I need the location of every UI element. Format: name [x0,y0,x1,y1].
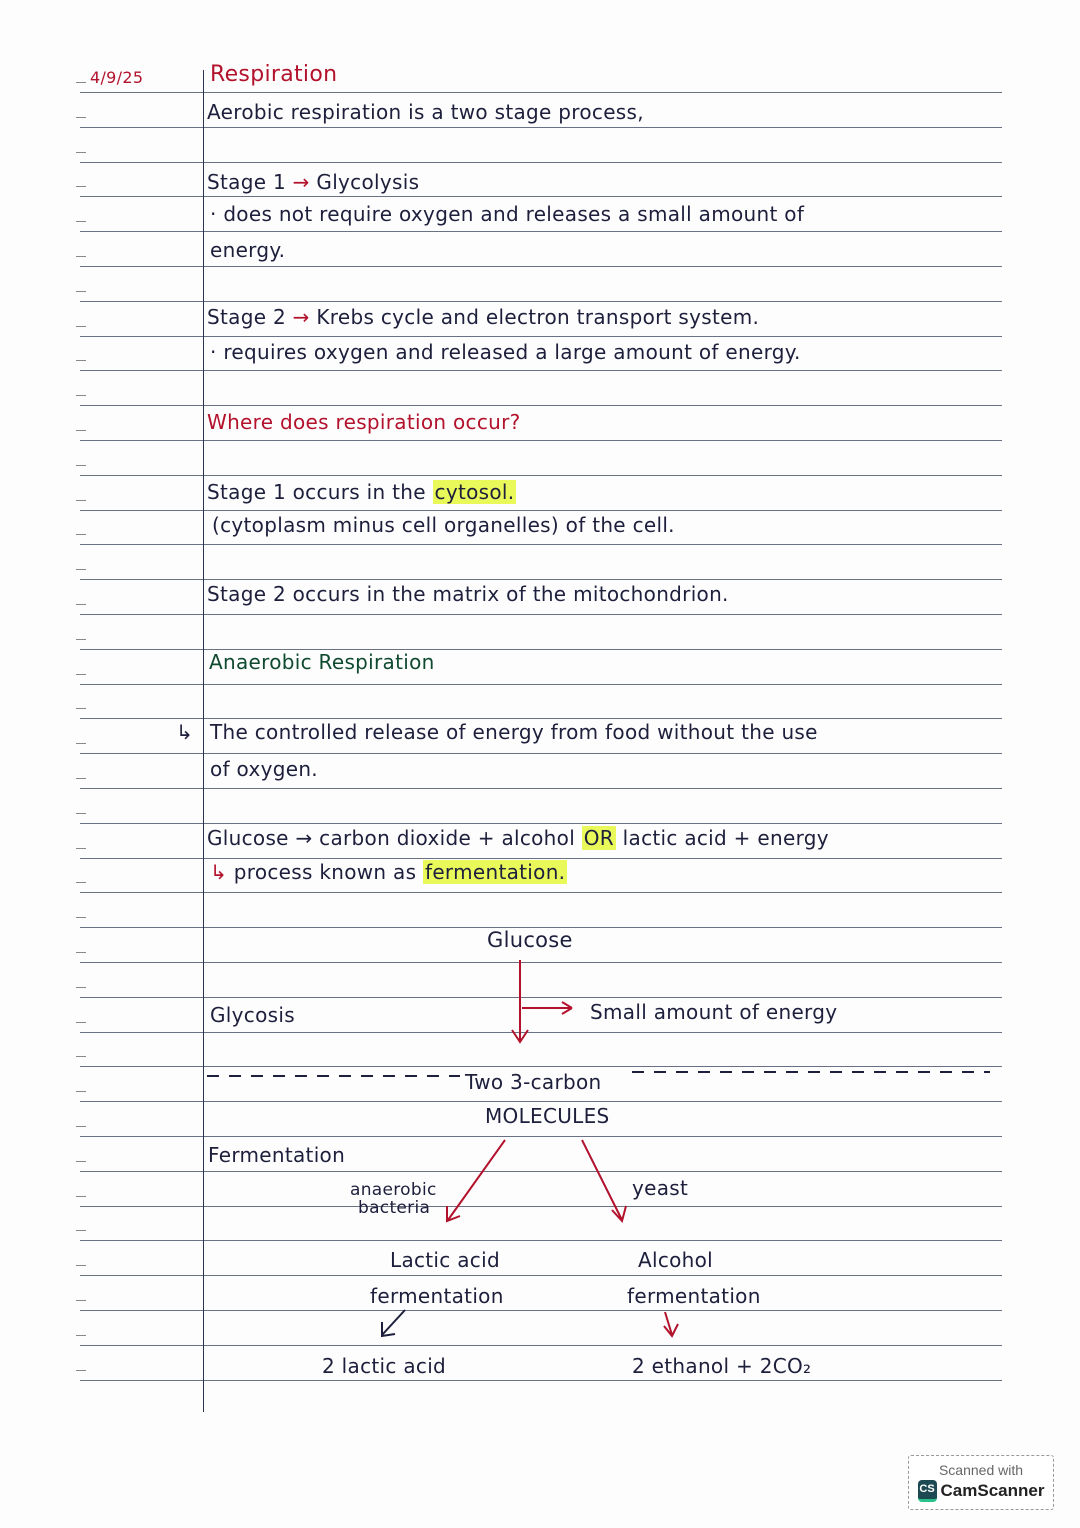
arrow-icon: → [292,170,310,194]
stage1-label: Stage 1 [207,170,286,194]
sub-arrow-icon: ↳ [176,720,194,744]
down-arrow-icon [512,960,528,1042]
diagram-alcohol-product: 2 ethanol + 2CO₂ [632,1354,812,1378]
diagram-alcohol-fermentation: fermentation [627,1284,761,1308]
diagram-anaerobic: anaerobic [350,1180,437,1200]
diagram-two-carbon: Two 3-carbon [465,1070,602,1094]
process-text: process known as [233,860,417,884]
right-branch-arrow-icon [582,1140,626,1221]
where-stage1-text: Stage 1 occurs in the [207,480,426,504]
sub-arrow-icon: ↳ [210,860,228,884]
anaerobic-definition: The controlled release of energy from food without the use [210,720,818,744]
diagram-alcohol: Alcohol [638,1248,714,1272]
lactic-arrow-icon [382,1310,405,1336]
glycolysis-label: Glycolysis [316,170,420,194]
left-branch-arrow-icon [447,1140,505,1221]
krebs-label: Krebs cycle and electron transport system. [316,305,760,329]
equation-part-b: lactic acid + energy [622,826,829,850]
stage2-label: Stage 2 [207,305,286,329]
fermentation-highlight: fermentation. [424,860,566,884]
watermark-brand: CamScanner [940,1481,1045,1500]
stage2-note: · requires oxygen and released a large amount of energy. [210,340,801,364]
diagram-fermentation-label: Fermentation [208,1143,346,1167]
anaerobic-heading: Anaerobic Respiration [209,650,435,674]
where-stage1-note: (cytoplasm minus cell organelles) of the cell. [212,513,675,537]
date: 4/9/25 [90,68,144,87]
diagram-lactic-acid: Lactic acid [390,1248,500,1272]
alcohol-arrow-icon [664,1312,678,1336]
diagram-yeast: yeast [632,1176,689,1200]
where-heading: Where does respiration occur? [207,410,521,434]
diagram-glycolysis-label: Glycosis [210,1003,295,1027]
watermark-line1: Scanned with [938,1462,1024,1478]
camscanner-watermark [908,1455,1054,1510]
stage1-note-cont: energy. [210,238,286,262]
or-highlight: OR [583,826,614,850]
diagram-molecules: MOLECULES [485,1104,610,1128]
diagram-lactic-product: 2 lactic acid [322,1354,447,1378]
anaerobic-definition-cont: of oxygen. [210,757,318,781]
diagram-bacteria: bacteria [358,1198,431,1218]
camscanner-logo-icon: CS [918,1480,937,1502]
stage1-note: · does not require oxygen and releases a small amount of [210,202,805,226]
diagram-glucose: Glucose [487,928,573,952]
where-stage2: Stage 2 occurs in the matrix of the mitochondrion. [207,582,729,606]
watermark-line2 [909,1480,1053,1502]
equation-part-a: Glucose → carbon dioxide + alcohol [207,826,576,850]
right-arrow-icon [522,1002,572,1014]
diagram-small-energy: Small amount of energy [590,1000,838,1024]
page-title: Respiration [210,62,338,87]
diagram-lactic-fermentation: fermentation [370,1284,504,1308]
arrow-icon: → [292,305,310,329]
cytosol-highlight: cytosol. [434,480,515,504]
intro-line: Aerobic respiration is a two stage process, [207,100,644,124]
